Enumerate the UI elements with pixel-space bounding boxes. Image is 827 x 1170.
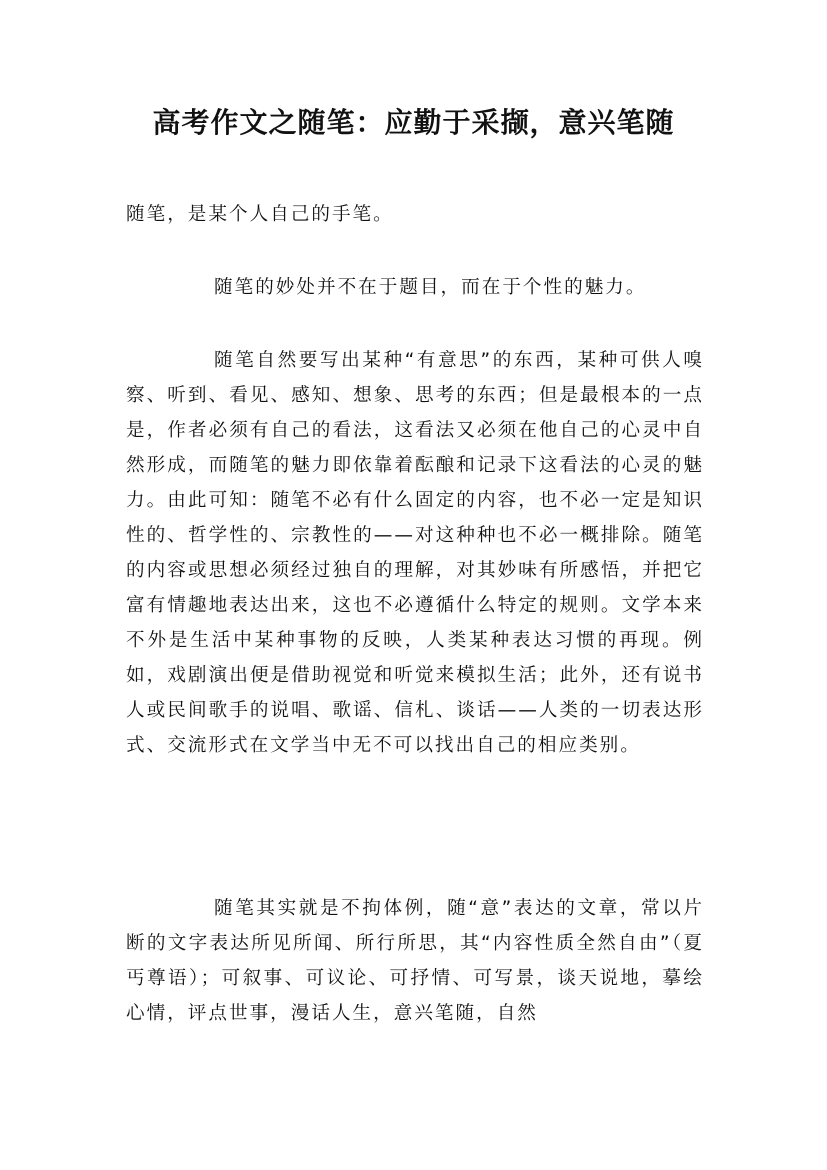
paragraph-charm: 随笔的妙处并不在于题目，而在于个性的魅力。 <box>214 277 647 298</box>
paragraph-form: 随笔其实就是不拘体例，随“意”表达的文章，常以片断的文字表达所见所闻、所行所思，其“内容性质全然自由”（夏丐尊语）；可叙事、可议论、可抒情、可写景，谈天说地，摹绘心情，评点世事，漫话人生，意兴笔随，自然 <box>126 898 704 1024</box>
document-title: 高考作文之随笔：应勤于采撷，意兴笔随 <box>152 106 675 139</box>
paragraph-definition: 随笔，是某个人自己的手笔。 <box>126 204 394 225</box>
paragraph-content: 随笔自然要写出某种“有意思”的东西，某种可供人嗅察、听到、看见、感知、想象、思考的东西；但是最根本的一点是，作者必须有自己的看法，这看法又必须在他自己的心灵中自然形成，而随笔的魅力即依靠着酝酿和记录下这看法的心灵的魅力。由此可知：随笔不必有什么固定的内容，也不必一定是知识性的、哲学性的、宗教性的——对这种种也不必一概排除。随笔的内容或思想必须经过独自的理解，对其妙味有所感悟，并把它富有情趣地表达出来，这也不必遵循什么特定的规则。文学本来不外是生活中某种事物的反映，人类某种表达习惯的再现。例如，戏剧演出便是借助视觉和听觉来模拟生活；此外，还有说书人或民间歌手的说唱、歌谣、信札、谈话——人类的一切表达形式、交流形式在文学当中无不可以找出自己的相应类别。 <box>126 350 704 756</box>
